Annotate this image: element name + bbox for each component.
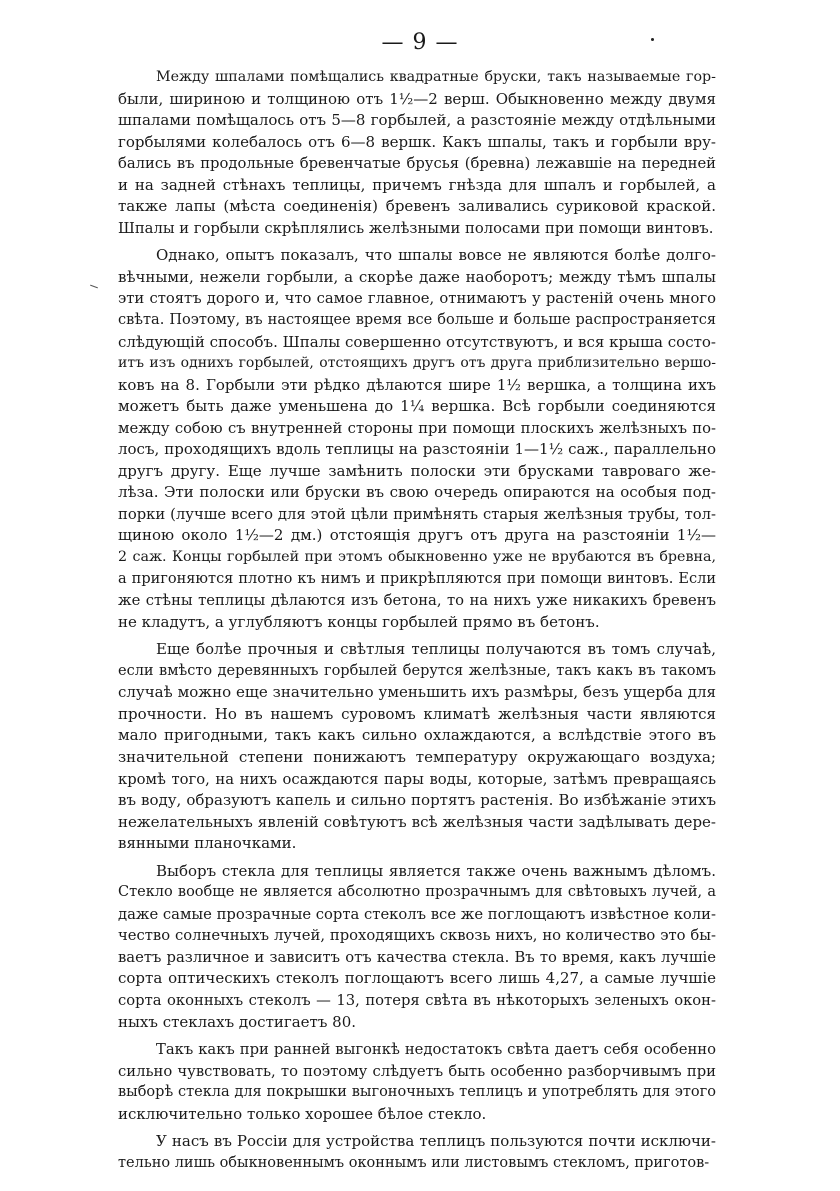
text-line: кромѣ того, на нихъ осаждаются пары воды, которые, затѣмъ превращаясь [118,770,716,788]
text-line: Шпалы и горбыли скрѣплялись желѣзными полосами при помощи винтовъ. [118,219,714,237]
text-line: Однако, опытъ показалъ, что шпалы вовсе не являются болѣе долго- [156,246,716,265]
print-speck [651,38,654,41]
text-line: порки (лучше всего для этой цѣли примѣнять старыя желѣзныя трубы, тол- [118,505,716,523]
text-line: ныхъ стеклахъ достигаетъ 80. [118,1012,357,1031]
text-line: итъ изъ однихъ горбылей, отстоящихъ другъ отъ друга приблизительно вершо- [118,355,716,372]
text-line: случаѣ можно еще значительно уменьшить ихъ размѣры, безъ ущерба для [118,683,716,702]
text-line: щиною около 1½—2 дм.) отстоящія другъ отъ друга на разстояніи 1½— [118,526,716,545]
paragraph [118,639,716,854]
text-line: также лапы (мѣста соединенія) бревенъ заливались суриковой краской. [118,197,716,216]
paragraph [118,67,716,239]
text-line: же стѣны теплицы дѣлаются изъ бетона, то на нихъ уже никакихъ бревенъ [118,592,716,610]
text-line: тельно лишь обыкновеннымъ оконнымъ или листовымъ стекломъ, приготов- [118,1154,710,1171]
text-line: эти стоятъ дорого и, что самое главное, отнимаютъ у растеній очень много [118,290,716,308]
text-line: Стекло вообще не является абсолютно прозрачнымъ для свѣтовыхъ лучей, а [118,884,716,901]
text-line: сильно чувствовать, то поэтому слѣдуетъ быть особенно разборчивымъ при [118,1062,716,1080]
text-line: лосъ, проходящихъ вдоль теплицы на разстояніи 1—1½ саж., параллельно [118,440,716,459]
text-line: если вмѣсто деревянныхъ горбылей берутся желѣзные, такъ какъ въ такомъ [118,662,716,679]
paragraph [118,1039,716,1125]
text-line: и на задней стѣнахъ теплицы, причемъ гнѣзда для шпалъ и горбылей, а [118,175,716,194]
text-line: ваетъ различное и зависитъ отъ качества стекла. Въ то время, какъ лучшіе [118,948,716,966]
text-line: Еще болѣе прочныя и свѣтлыя теплицы получаются въ томъ случаѣ, [156,640,716,659]
body-text [118,67,716,1180]
page-number: — 9 — [381,30,459,55]
text-line: Между шпалами помѣщались квадратные бруски, такъ называемые гор- [156,69,716,85]
text-line: въ воду, образуютъ капель и сильно портятъ растенія. Во избѣжаніе этихъ [118,791,716,810]
paragraph [118,1131,716,1174]
text-line: значительной степени понижаютъ температуру окружающаго воздуха; [118,747,716,766]
paragraph [118,861,716,1033]
text-line: сорта оптическихъ стеколъ поглощаютъ всего лишь 4,27, а самые лучшіе [118,969,716,988]
text-line: вѣчными, нежели горбыли, а скорѣе даже наоборотъ; между тѣмъ шпалы [118,267,716,286]
text-line: прочности. Но въ нашемъ суровомъ климатѣ желѣзныя части являются [118,704,716,723]
text-line: можетъ быть даже уменьшена до 1¼ вершка. Всѣ горбыли соединяются [118,397,716,416]
text-line: слѣдующій способъ. Шпалы совершенно отсутствуютъ, и вся крыша состо- [118,332,716,351]
text-line: лѣза. Эти полоски или бруски въ свою очередь опираются на особыя под- [118,483,716,502]
text-line: 2 саж. Концы горбылей при этомъ обыкновенно уже не врубаются въ бревна, [118,549,716,566]
text-line: выборѣ стекла для покрышки выгоночныхъ теплицъ и употреблять для этого [118,1084,716,1101]
text-line: другъ другу. Еще лучше замѣнить полоски эти брусками тавроваго же- [118,461,716,480]
text-line: были, шириною и толщиною отъ 1½—2 верш. Обыкновенно между двумя [118,89,716,108]
text-line: У насъ въ Россіи для устройства теплицъ пользуются почти исключи- [156,1132,716,1151]
text-line: между собою съ внутренней стороны при помощи плоскихъ желѣзныхъ по- [118,419,716,437]
text-line: бались въ продольные бревенчатые брусья (бревна) лежавшіе на передней [118,155,716,173]
text-line: ковъ на 8. Горбыли эти рѣдко дѣлаются шире 1½ вершка, а толщина ихъ [118,375,716,394]
text-line: шпалами помѣщалось отъ 5—8 горбылей, а разстояніе между отдѣльными [118,111,716,130]
text-line: Такъ какъ при ранней выгонкѣ недостатокъ свѣта даетъ себя особенно [156,1041,716,1059]
paragraph [118,245,716,633]
text-line: сорта оконныхъ стеколъ — 13, потеря свѣта въ нѣкоторыхъ зеленыхъ окон- [118,991,716,1009]
text-line: нежелательныхъ явленій совѣтуютъ всѣ желѣзныя части задѣлывать дере- [118,812,716,831]
text-line: исключительно только хорошее бѣлое стекло. [118,1104,487,1123]
text-line: Выборъ стекла для теплицы является также очень важнымъ дѣломъ. [156,861,716,880]
text-line: свѣта. Поэтому, въ настоящее время все больше и больше распространяется [118,312,716,329]
text-line: чество солнечныхъ лучей, проходящихъ сквозь нихъ, но количество это бы- [118,927,716,945]
text-line: а пригоняются плотно къ нимъ и прикрѣпляются при помощи винтовъ. Если [118,570,716,587]
text-line: вянными планочками. [118,834,297,853]
text-line: мало пригодными, такъ какъ сильно охлаждаются, а вслѣдствіе этого въ [118,726,716,745]
text-line: горбылями колебалось отъ 6—8 вершк. Какъ шпалы, такъ и горбыли вру- [118,132,716,151]
text-line: не кладутъ, а углубляютъ концы горбылей прямо въ бетонъ. [118,612,600,631]
text-line: даже самые прозрачные сорта стеколъ все же поглощаютъ извѣстное коли- [118,905,716,923]
margin-mark [90,285,98,289]
